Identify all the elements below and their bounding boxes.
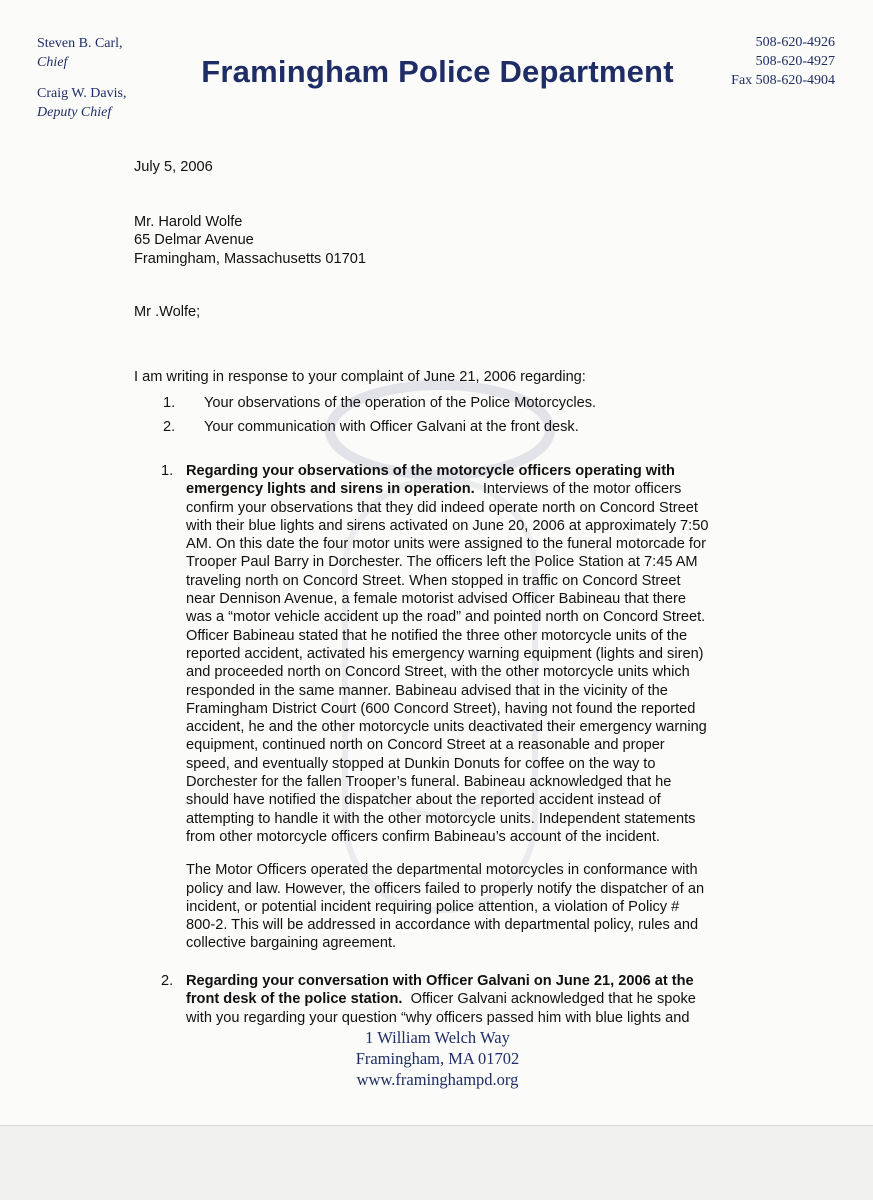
item-2-heading-line-1: Regarding your conversation with Officer Galvani on June 21, 2006 at the — [186, 973, 694, 989]
letter-date: July 5, 2006 — [134, 159, 213, 175]
list-number: 1. — [163, 395, 176, 411]
item-1-number: 1. — [161, 463, 174, 479]
recipient-name: Mr. Harold Wolfe — [134, 214, 243, 230]
item-1-text-line: AM. On this date the four motor units were assigned to the funeral motorcade for — [186, 536, 706, 553]
contact-numbers — [731, 33, 835, 90]
item-1-paragraph-2-line: policy and law. However, the officers failed to properly notify the dispatcher of an — [186, 880, 705, 897]
item-1-paragraph-2-line: The Motor Officers operated the departmental motorcycles in conformance with — [186, 862, 698, 879]
item-1-paragraph-1 — [186, 462, 758, 846]
chief-title: Chief — [37, 55, 68, 70]
item-2-number: 2. — [161, 973, 174, 989]
item-1-text-line: speed, and eventually stopped at Dunkin Donuts for coffee on the way to — [186, 755, 656, 772]
item-1-body — [186, 462, 758, 968]
list-item — [163, 394, 596, 418]
intro-sentence: I am writing in response to your complaint of June 21, 2006 regarding: — [134, 369, 586, 385]
scan-background — [0, 1126, 873, 1200]
item-1-text-line: Framingham District Court (600 Concord Street), having not found the reported — [186, 700, 696, 717]
item-1-text-line: confirm your observations that they did indeed operate north on Concord Street — [186, 499, 698, 516]
item-1-text-line: attempting to handle it with the other motorcycle units. Independent statements — [186, 810, 696, 827]
item-1-text-line: equipment, continued north on Concord Street at a reasonable and proper — [186, 737, 665, 754]
department-name: Framingham Police Department — [201, 54, 674, 89]
summary-list — [163, 394, 596, 442]
item-1-paragraph-2-line: incident, or potential incident requiring police attention, a violation of Policy # — [186, 898, 680, 915]
recipient-address — [134, 213, 366, 268]
item-2-body — [186, 972, 758, 1027]
footer-address — [0, 1027, 873, 1090]
item-1-text-line: was a “motor vehicle accident up the road” and pointed north on Concord Street. — [186, 609, 706, 626]
salutation: Mr .Wolfe; — [134, 304, 201, 320]
item-1-paragraph-2-line: 800-2. This will be addressed in accordance with departmental policy, rules and — [186, 917, 699, 934]
list-text: Your observations of the operation of the Police Motorcycles. — [204, 395, 597, 411]
deputy-name: Craig W. Davis, — [37, 86, 127, 101]
item-1-text-line: and proceeded north on Concord Street, with the other motorcycle units which — [186, 664, 690, 681]
list-item — [163, 418, 596, 442]
item-1-text-line: from other motorcycle officers confirm Babineau’s account of the incident. — [186, 828, 660, 845]
item-1-text-line: Officer Babineau stated that he notified the three other motorcycle units of the — [186, 627, 688, 644]
item-1-text-line: traveling north on Concord Street. When stopped in traffic on Concord Street — [186, 572, 681, 589]
item-1-text-line: should have notified the dispatcher about the reported accident instead of — [186, 792, 661, 809]
footer-street: 1 William Welch Way — [365, 1028, 510, 1047]
footer-website: www.framinghampd.org — [356, 1070, 519, 1089]
footer-city: Framingham, MA 01702 — [355, 1049, 520, 1068]
item-1-paragraph-2 — [186, 861, 758, 952]
item-2-heading-line-2: front desk of the police station. Officer Galvani acknowledged that he spoke — [186, 991, 696, 1008]
item-2-line-3: with you regarding your question “why officers passed him with blue lights and — [186, 1009, 690, 1026]
item-1-heading-line-2: emergency lights and sirens in operation. Interviews of the motor officers — [186, 481, 682, 498]
chief-name: Steven B. Carl, — [37, 36, 123, 51]
fax-number: Fax 508-620-4904 — [731, 73, 835, 88]
deputy-title: Deputy Chief — [37, 105, 112, 120]
item-1-text-line: responded in the same manner. Babineau advised that in the vicinity of the — [186, 682, 668, 699]
phone-2: 508-620-4927 — [755, 54, 835, 69]
item-1-paragraph-2-line: collective bargaining agreement. — [186, 935, 397, 952]
item-1-text-line: accident, he and the other motorcycle units deactivated their emergency warning — [186, 719, 707, 736]
item-1-text-line: near Dennison Avenue, a female motorist advised Officer Babineau that there — [186, 591, 687, 608]
item-1-text-line: Dorchester for the fallen Trooper’s funeral. Babineau acknowledged that he — [186, 774, 672, 791]
phone-1: 508-620-4926 — [755, 35, 835, 50]
recipient-street: 65 Delmar Avenue — [134, 232, 254, 249]
recipient-city: Framingham, Massachusetts 01701 — [134, 250, 366, 267]
item-1-text-line: reported accident, activated his emergency warning equipment (lights and siren) — [186, 645, 704, 662]
item-1-heading-line-1: Regarding your observations of the motorcycle officers operating with — [186, 463, 675, 479]
item-1-text-line: Trooper Paul Barry in Dorchester. The officers left the Police Station at 7:45 AM — [186, 554, 698, 571]
item-1-text-line: with their blue lights and sirens activated on June 20, 2006 at approximately 7:50 — [186, 517, 709, 534]
list-number: 2. — [163, 419, 176, 435]
list-text: Your communication with Officer Galvani at the front desk. — [204, 419, 579, 435]
